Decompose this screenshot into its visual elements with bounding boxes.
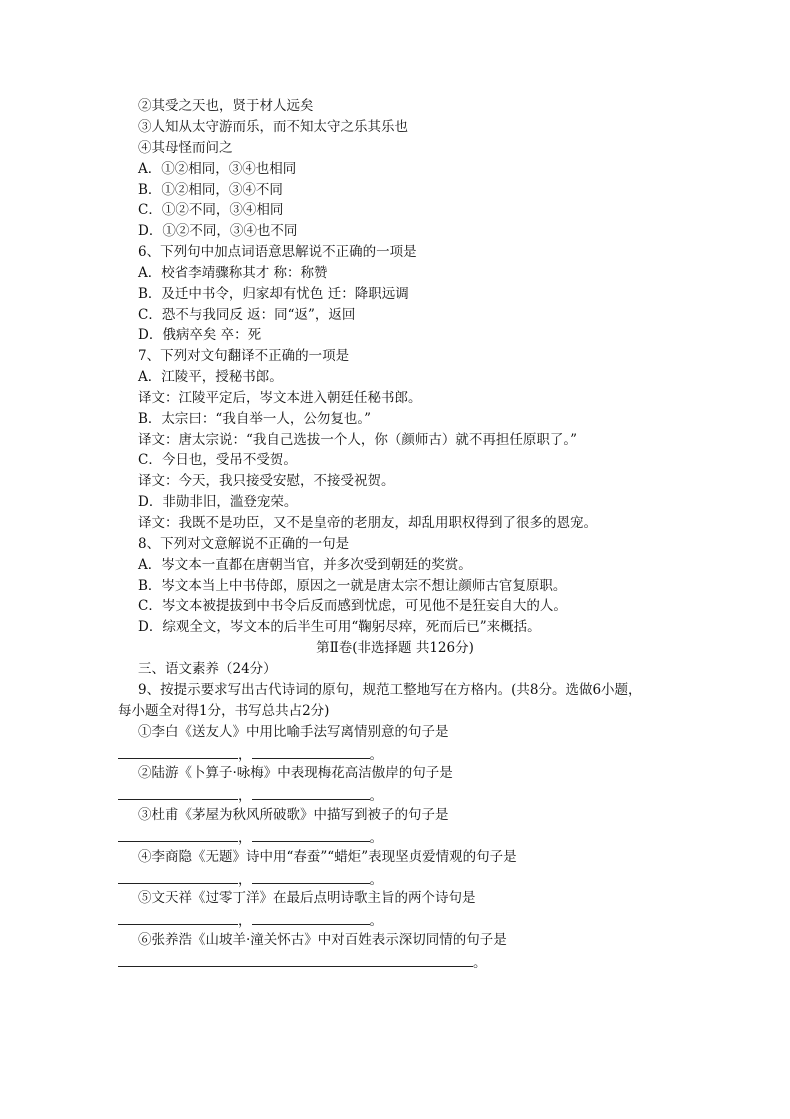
answer-blank[interactable] [118, 826, 238, 842]
question-8-stem: 8、下列对文意解说不正确的一句是 [138, 536, 350, 552]
answer-choice: C．恐不与我同反 返：同“返”，返回 [138, 307, 356, 323]
answer-line: ， 。 [118, 868, 383, 888]
option-line: ④其母怪而问之 [138, 140, 233, 156]
poem-prompt: ③杜甫《茅屋为秋风所破歌》中描写到被子的句子是 [138, 807, 449, 823]
answer-choice: A．岑文本一直都在唐朝当官，并多次受到朝廷的奖赏。 [138, 557, 472, 573]
question-6-stem: 6、下列句中加点词语意思解说不正确的一项是 [138, 244, 417, 260]
answer-blank[interactable] [118, 868, 238, 884]
answer-blank[interactable] [252, 868, 370, 884]
question-9-stem: 每小题全对得1分，书写总共占2分) [118, 703, 330, 719]
answer-line: 。 [118, 951, 487, 971]
answer-blank[interactable] [252, 743, 370, 759]
section-heading: 第Ⅱ卷(非选择题 共126分) [316, 640, 474, 656]
question-7-stem: 7、下列对文句翻译不正确的一项是 [138, 348, 350, 364]
poem-prompt: ⑥张养浩《山坡羊·潼关怀古》中对百姓表示深切同情的句子是 [138, 932, 507, 948]
question-9-stem: 9、按提示要求写出古代诗词的原句，规范工整地写在方格内。(共8分。选做6小题， [138, 682, 642, 698]
translation-line: 译文：我既不是功臣，又不是皇帝的老朋友，却乱用职权得到了很多的恩宠。 [138, 515, 597, 531]
answer-choice: C．①②不同，③④相同 [138, 202, 284, 218]
part-heading: 三、语文素养（24分） [138, 661, 277, 677]
poem-prompt: ④李商隐《无题》诗中用“春蚕”“蜡炬”表现坚贞爱情观的句子是 [138, 849, 517, 865]
answer-choice: B．①②相同，③④不同 [138, 182, 283, 198]
answer-choice: C．今日也，受吊不受贺。 [138, 452, 297, 468]
answer-line: ， 。 [118, 826, 383, 846]
answer-blank[interactable] [252, 826, 370, 842]
poem-prompt: ⑤文天祥《过零丁洋》在最后点明诗歌主旨的两个诗句是 [138, 890, 476, 906]
translation-line: 译文：唐太宗说：“我自己选拔一个人，你（颜师古）就不再担任原职了。” [138, 432, 578, 448]
answer-choice: B．太宗曰：“我自举一人，公勿复也。” [138, 411, 371, 427]
answer-line: ， 。 [118, 909, 383, 929]
answer-choice: D．综观全文，岑文本的后半生可用“鞠躬尽瘁，死而后已”来概括。 [138, 619, 541, 635]
answer-blank[interactable] [118, 743, 238, 759]
answer-blank[interactable] [118, 951, 473, 967]
answer-choice: D．①②不同，③④也不同 [138, 223, 298, 239]
answer-choice: A．校省李靖骤称其才 称：称赞 [138, 265, 328, 281]
poem-prompt: ②陆游《卜算子·咏梅》中表现梅花高洁傲岸的句子是 [138, 765, 453, 781]
answer-choice: D．非勋非旧，滥登宠荣。 [138, 494, 298, 510]
answer-choice: C．岑文本被提拔到中书令后反而感到忧虑，可见他不是狂妄自大的人。 [138, 598, 567, 614]
poem-prompt: ①李白《送友人》中用比喻手法写离情别意的句子是 [138, 724, 449, 740]
answer-blank[interactable] [252, 784, 370, 800]
translation-line: 译文：江陵平定后，岑文本进入朝廷任秘书郎。 [138, 390, 422, 406]
answer-choice: A．①②相同，③④也相同 [138, 161, 297, 177]
answer-choice: A．江陵平，授秘书郎。 [138, 369, 283, 385]
answer-line: ， 。 [118, 784, 383, 804]
answer-blank[interactable] [118, 784, 238, 800]
answer-choice: D．俄病卒矣 卒：死 [138, 327, 262, 343]
answer-choice: B．岑文本当上中书侍郎，原因之一就是唐太宗不想让颜师古官复原职。 [138, 578, 567, 594]
translation-line: 译文：今天，我只接受安慰，不接受祝贺。 [138, 473, 395, 489]
option-line: ③人知从太守游而乐，而不知太守之乐其乐也 [138, 119, 408, 135]
answer-blank[interactable] [252, 909, 370, 925]
answer-line: ， 。 [118, 743, 383, 763]
answer-choice: B．及迁中书令，归家却有忧色 迁：降职远调 [138, 286, 409, 302]
answer-blank[interactable] [118, 909, 238, 925]
option-line: ②其受之天也，贤于材人远矣 [138, 98, 314, 114]
